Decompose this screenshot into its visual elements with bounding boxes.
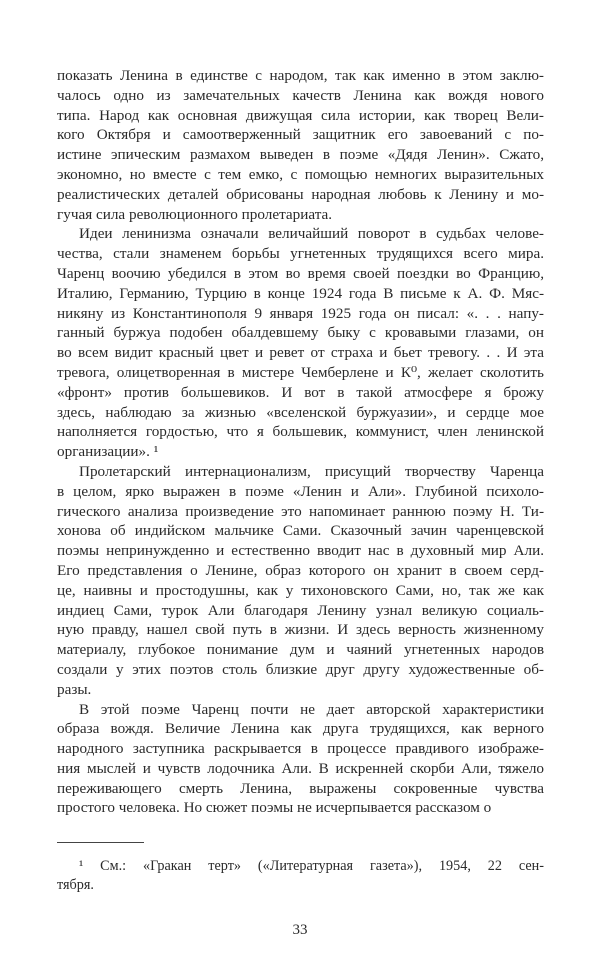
text-line: реалистических деталей обрисованы народная любовь к Ленину и мо- (57, 185, 544, 203)
text-line: «фронт» против большевиков. И вот в такой атмосфере я брожу (57, 383, 544, 401)
text-line: создали у этих поэтов столь близкие друг другу художественные об- (57, 660, 544, 678)
text-line: чалось одно из замечательных качеств Ленина как вождя нового (57, 86, 544, 104)
text-line: гучая сила революционного пролетариата. (57, 205, 333, 223)
paragraph (57, 66, 544, 224)
text-line: поэмы непринужденно и естественно вводит нас в духовный мир Али. (57, 542, 544, 560)
text-line: простого человека. Но сюжет поэмы не исчерпывается рассказом о (57, 799, 492, 817)
text-line: организации». ¹ (57, 443, 159, 461)
text-line: це, наивны и простодушны, как у тихоновского Сами, но, так же как (57, 581, 544, 599)
text-line: разы. (57, 680, 92, 698)
text-line: гического анализа произведение это напоминает раннюю поэму Н. Ти- (57, 502, 544, 520)
text-line: Чаренц воочию убедился в этом во время своей поездки во Францию, (57, 264, 544, 282)
text-line: во всем видит красный цвет и ревет от страха и бьет тревогу. . . И эта (57, 344, 544, 362)
page-number: 33 (292, 922, 308, 938)
text-line: показать Ленина в единстве с народом, так как именно в этом заклю- (57, 67, 544, 84)
text-line: экономно, но вместе с тем емко, с помощью немногих выразительных (57, 165, 544, 183)
text-line: Италию, Германию, Турцию в конце 1924 года В письме к А. Ф. Мяс- (57, 284, 544, 302)
footnote-line: ¹ См.: «Гракан терт» («Литературная газета»), 1954, 22 сен- (79, 858, 544, 874)
page-body (57, 66, 544, 818)
text-line: в целом, ярко выражен в поэме «Ленин и Али». Глубиной психоло- (57, 482, 544, 500)
text-line: наполняется гордостью, что я большевик, коммунист, член ленинской (57, 423, 544, 441)
text-line: тревога, олицетворенная в мистере Чемберлене и К⁰, желает сколотить (57, 363, 544, 381)
text-line: кого Октября и самоотверженный защитник его завоеваний с по- (57, 126, 544, 144)
text-line: В этой поэме Чаренц почти не дает авторской характеристики (79, 700, 544, 718)
text-line: никяну из Константинополя 9 января 1925 года он писал: «. . . напу- (57, 304, 544, 322)
text-line: Пролетарский интернационализм, присущий творчеству Чаренца (79, 462, 544, 480)
text-line: Идеи ленинизма означали величайший поворот в судьбах челове- (79, 225, 544, 243)
text-line: здесь, наблюдаю за жизнью «вселенской буржуазии», и сердце мое (57, 403, 544, 421)
paragraph (57, 700, 544, 819)
text-line: ную правду, нашел свой путь в жизни. И здесь верность жизненному (57, 621, 544, 639)
footnote-divider (57, 842, 144, 843)
footnote (57, 857, 544, 895)
text-line: чества, стали знаменем борьбы угнетенных трудящихся всего мира. (57, 245, 544, 263)
paragraph (57, 224, 544, 462)
text-line: материалу, глубокое понимание дум и чаяний угнетенных народов (57, 641, 544, 659)
paragraph (57, 462, 544, 700)
text-line: переживающего смерть Ленина, выражены сокровенные чувства (57, 779, 544, 797)
text-line: образа вождя. Величие Ленина как друга трудящихся, как верного (57, 720, 544, 738)
footnote-line: тября. (57, 877, 94, 893)
text-line: ганный буржуа подобен обалдевшему быку с кровавыми глазами, он (57, 324, 544, 342)
text-line: индиец Сами, турок Али благодаря Ленину узнал великую социаль- (57, 601, 544, 619)
text-line: ния мыслей и чувств лодочника Али. В искренней скорби Али, тяжело (57, 759, 544, 777)
text-line: истине эпическим размахом выведен в поэме «Дядя Ленин». Сжато, (57, 146, 544, 164)
text-line: хонова об индийском мальчике Сами. Сказочный зачин чаренцевской (57, 522, 544, 540)
text-line: типа. Народ как основная движущая сила истории, как творец Вели- (57, 106, 544, 124)
text-line: Его представления о Ленине, образ которого он хранит в своем серд- (57, 561, 544, 579)
text-line: народного заступника раскрывается в процессе правдивого изображе- (57, 740, 544, 758)
